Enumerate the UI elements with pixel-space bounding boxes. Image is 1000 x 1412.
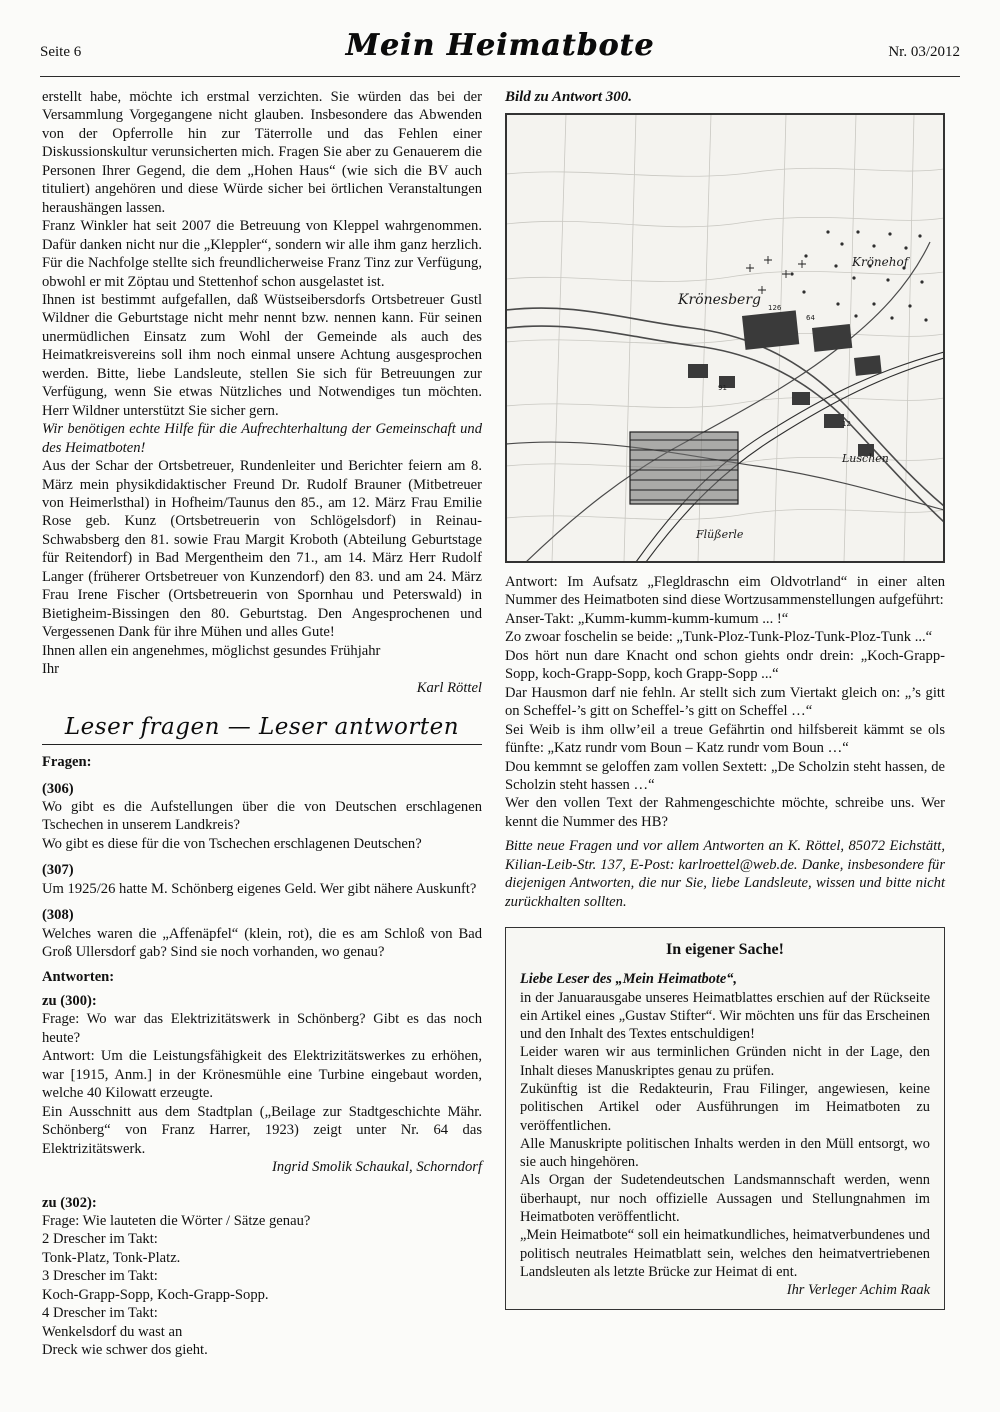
paragraph: Sei Weib is ihm ollw’eil a treue Gefährtin ond hilfsbereit kämmt se ols fünfte: „Katz rundr vom Boun – Katz rundr vom Boun …“ bbox=[505, 721, 945, 757]
paragraph: Aus der Schar der Ortsbetreuer, Rundenleiter und Berichter feiern am 8. März mein physikdidaktischer Freund Dr. Rudolf Brauner (Mitbetreuer von Heimerlsthal) in Hofheim/Taunus den 85., am 12. März Frau Emilie Rose geb. Kunz (Ortsbetreuerin von Schlögelsdorf) in Reinau-Schwabsberg den 81. sowie Frau Margit Kroboth (Abteilung Geburtstage für Reitendorf) in Bad Mergentheim den 71., am 14. März Herr Rudolf Langer (früherer Ortsbetreuer von Kunzendorf) den 83. und am 24. März Frau Irene Fischer (Ortsbetreuerin von Spornhau und Peterswald) in Bietigheim-Bissingen den 80. Geburtstag. Den Angesprochenen und Vergessenen Dank für ihre Mühen und alles Gute! bbox=[42, 458, 482, 641]
box-salutation: Liebe Leser des „Mein Heimatbote“, bbox=[520, 971, 738, 988]
svg-text:64: 64 bbox=[806, 313, 815, 322]
antworten-label: Antworten: bbox=[42, 968, 115, 985]
box-paragraph: in der Januarausgabe unseres Heimatblattes erschien auf der Rückseite ein Artikel eines „Gustav Stifter“. Wir möchten uns für das Erscheinen und den Inhalt des Textes entschuldigen! bbox=[520, 989, 930, 1043]
answer-credit: Ingrid Smolik Schaukal, Schorndorf bbox=[272, 1159, 482, 1176]
answer-line: Koch-Grapp-Sopp, Koch-Grapp-Sopp. bbox=[42, 1286, 269, 1303]
section-heading-underline bbox=[42, 744, 482, 745]
paragraph: Zo zwoar foschelin se beide: „Tunk-Ploz-Tunk-Ploz-Tunk-Ploz-Tunk ...“ bbox=[505, 629, 933, 646]
answer-line: 3 Drescher im Takt: bbox=[42, 1268, 158, 1285]
svg-text:126: 126 bbox=[768, 303, 782, 312]
right-column bbox=[505, 88, 945, 1310]
publication-title: Mein Heimatbote bbox=[345, 28, 655, 63]
page-header bbox=[40, 28, 960, 72]
box-paragraph: Leider waren wir aus terminlichen Gründen nicht in der Lage, den Inhalt dieses Manuskriptes genau zu prüfen. bbox=[520, 1044, 930, 1079]
answer-line: 2 Drescher im Takt: bbox=[42, 1231, 158, 1248]
paragraph: Dou kemmnt se geloffen zam vollen Sextett: „De Scholzin steht hassen, de Scholzin steht hassen …“ bbox=[505, 758, 945, 793]
question-text: Wo gibt es diese für die von Tschechen erschlagenen Deutschen? bbox=[42, 835, 422, 852]
svg-text:Krönehof: Krönehof bbox=[852, 254, 909, 269]
page-number-label: Seite 6 bbox=[40, 44, 82, 60]
answer-line: Dreck wie schwer dos gieht. bbox=[42, 1342, 208, 1359]
issue-number-label: Nr. 03/2012 bbox=[888, 44, 960, 60]
header-divider bbox=[40, 76, 960, 77]
box-paragraph: Zukünftig ist die Redakteurin, Frau Filinger, angewiesen, keine politischen Artikel oder Ausführungen im Heimatboten zu veröffentlichen. bbox=[520, 1081, 930, 1134]
answer-line: Ein Ausschnitt aus dem Stadtplan („Beilage zur Stadtgeschichte Mähr. Schönberg“ von Franz Harrer, 1923) zeigt unter Nr. 64 das Elektrizitätswerk. bbox=[42, 1103, 482, 1157]
answer-reference: zu (302): bbox=[42, 1194, 97, 1211]
box-paragraph: Als Organ der Sudetendeutschen Landsmannschaft werden, wenn überhaupt, nur noch offizielle Aussagen und Stellungnahmen im Heimatboten veröffentlicht. bbox=[520, 1172, 930, 1226]
question-number: (308) bbox=[42, 907, 74, 924]
question-text: Welches waren die „Affenäpfel“ (klein, rot), die es am Schloß von Bad Groß Ullersdorf gab? Sind sie noch vorhanden, wo genau? bbox=[42, 925, 482, 961]
figure-caption: Bild zu Antwort 300. bbox=[505, 89, 632, 105]
closing-line: Ihnen allen ein angenehmes, möglichst gesundes Frühjahr bbox=[42, 642, 381, 659]
svg-text:12: 12 bbox=[842, 419, 851, 428]
paragraph: Franz Winkler hat seit 2007 die Betreuung von Kleppel wahrgenommen. Dafür danken nicht nur die „Kleppler“, sondern wir alle ihm ganz herzlich. Für die Nachfolge stellte sich freundlicherweise Franz Tinz zur Verfügung, obwohl er mit Zöptau und Stettenhof schon ausgelastet ist. bbox=[42, 218, 482, 290]
paragraph: Antwort: Im Aufsatz „Flegldraschn eim Oldvotrland“ in einer alten Nummer des Heimatboten sind diese Wortzusammenstellungen aufgeführt: bbox=[505, 573, 945, 609]
left-column bbox=[42, 88, 482, 1360]
svg-text:Flüßerle: Flüßerle bbox=[696, 527, 744, 541]
answer-line: Frage: Wo war das Elektrizitätswerk in Schönberg? Gibt es das noch heute? bbox=[42, 1011, 482, 1046]
appeal-paragraph: Wir benötigen echte Hilfe für die Aufrechterhaltung der Gemeinschaft und des Heimatboten! bbox=[42, 421, 482, 456]
answer-line: Wenkelsdorf du wast an bbox=[42, 1323, 183, 1340]
answer-line: Frage: Wie lauteten die Wörter / Sätze genau? bbox=[42, 1213, 311, 1230]
historic-map-figure bbox=[505, 113, 945, 563]
section-heading-leser-fragen: Leser fragen — Leser antworten bbox=[64, 713, 460, 740]
map-graphic bbox=[506, 114, 944, 562]
paragraph: erstellt habe, möchte ich erstmal verzichten. Sie würden das bei der Versammlung Vorgegangene nicht glauben. Insbesondere das Abwenden von der Opferrolle hin zur Täterrolle und das Fehlen einer Diskussionskultur verunsicherten mich. Fragen Sie aber zu Genauerem die Personen Ihrer Gegend, die dem „Hohen Haus“ (wie sich die BV auch tituliert) angehören und diese Würde sicher bei örtlichen Veranstaltungen heraushängen lassen. bbox=[42, 89, 482, 216]
paragraph: Anser-Takt: „Kumm-kumm-kumm-kumum ... !“ bbox=[505, 610, 789, 627]
paragraph: Dos hört nun dare Knacht ond schon giehts ondr drein: „Koch-Grapp-Sopp, koch-Grapp-Sopp, koch Grapp-Sopp ...“ bbox=[505, 647, 945, 683]
answer-reference: zu (300): bbox=[42, 993, 97, 1010]
svg-text:91: 91 bbox=[718, 383, 727, 392]
question-number: (306) bbox=[42, 780, 74, 797]
signature-prefix: Ihr bbox=[42, 661, 60, 678]
box-paragraph: Alle Manuskripte politischen Inhalts werden in den Müll entsorgt, wo sie auch hingehören. bbox=[520, 1135, 930, 1171]
answer-line: Antwort: Um die Leistungsfähigkeit des Elektrizitätswerkes zu erhöhen, war [1915, Anm.] in der Krönesmühle eine Turbine eingebaut worden, welche 40 Kilowatt erzeugte. bbox=[42, 1048, 482, 1102]
editor-contact-note: Bitte neue Fragen und vor allem Antworten an K. Röttel, 85072 Eichstätt, Kilian-Leib-Str. 137, E-Post: karlroettel@web.de. Danke, insbesondere für diejenigen Antworten, die nur Sie, liebe Landsleute, wissen und bitte nicht zurückhalten sollten. bbox=[505, 838, 945, 910]
fragen-label: Fragen: bbox=[42, 754, 92, 771]
box-paragraph: „Mein Heimatbote“ soll ein heimatkundliches, heimatverbundenes und politisch neutrales Heimatblatt sein, welches den heimatvertriebenen Landsleuten als letzte Brücke zur Heimat di ent. bbox=[520, 1227, 930, 1280]
svg-text:Krönesberg: Krönesberg bbox=[678, 291, 761, 308]
question-text: Wo gibt es die Aufstellungen über die von Deutschen erschlagenen Tschechen in unserem Landkreis? bbox=[42, 798, 482, 834]
box-title: In eigener Sache! bbox=[666, 941, 784, 959]
answer-line: Tonk-Platz, Tonk-Platz. bbox=[42, 1249, 181, 1266]
question-text: Um 1925/26 hatte M. Schönberg eigenes Geld. Wer gibt nähere Auskunft? bbox=[42, 880, 477, 897]
svg-text:Luschen: Luschen bbox=[842, 451, 889, 465]
paragraph: Ihnen ist bestimmt aufgefallen, daß Wüstseibersdorfs Ortsbetreuer Gustl Wildner die Geburtstage nicht mehr nennt bzw. nennen kann. Für seinen unermüdlichen Einsatz zum Wohl der Gemeinde als auch des Heimatkreisvereins soll ihm noch einmal unsere Achtung ausgesprochen werden. Bitte, liebe Landsleute, stellen Sie sich für Betreuungen zur Verfügung, wenn Sie etwas Nützliches und Notwendiges tun möchten. Herr Wildner unterstützt Sie sicher gern. bbox=[42, 291, 482, 419]
answer-line: 4 Drescher im Takt: bbox=[42, 1305, 158, 1322]
box-signature: Ihr Verleger Achim Raak bbox=[786, 1282, 930, 1299]
paragraph: Wer den vollen Text der Rahmengeschichte möchte, schreibe uns. Wer kennt die Nummer des HB? bbox=[505, 795, 945, 830]
question-number: (307) bbox=[42, 862, 74, 879]
author-signature: Karl Röttel bbox=[416, 679, 482, 696]
paragraph: Dar Hausmon darf nie fehln. Ar stellt sich zum Viertakt gleich on: „’s gitt on Scheffel-’s gitt on Scheffel-’s gitt on Scheffel …“ bbox=[505, 684, 945, 720]
in-eigener-sache-box bbox=[505, 927, 945, 1310]
